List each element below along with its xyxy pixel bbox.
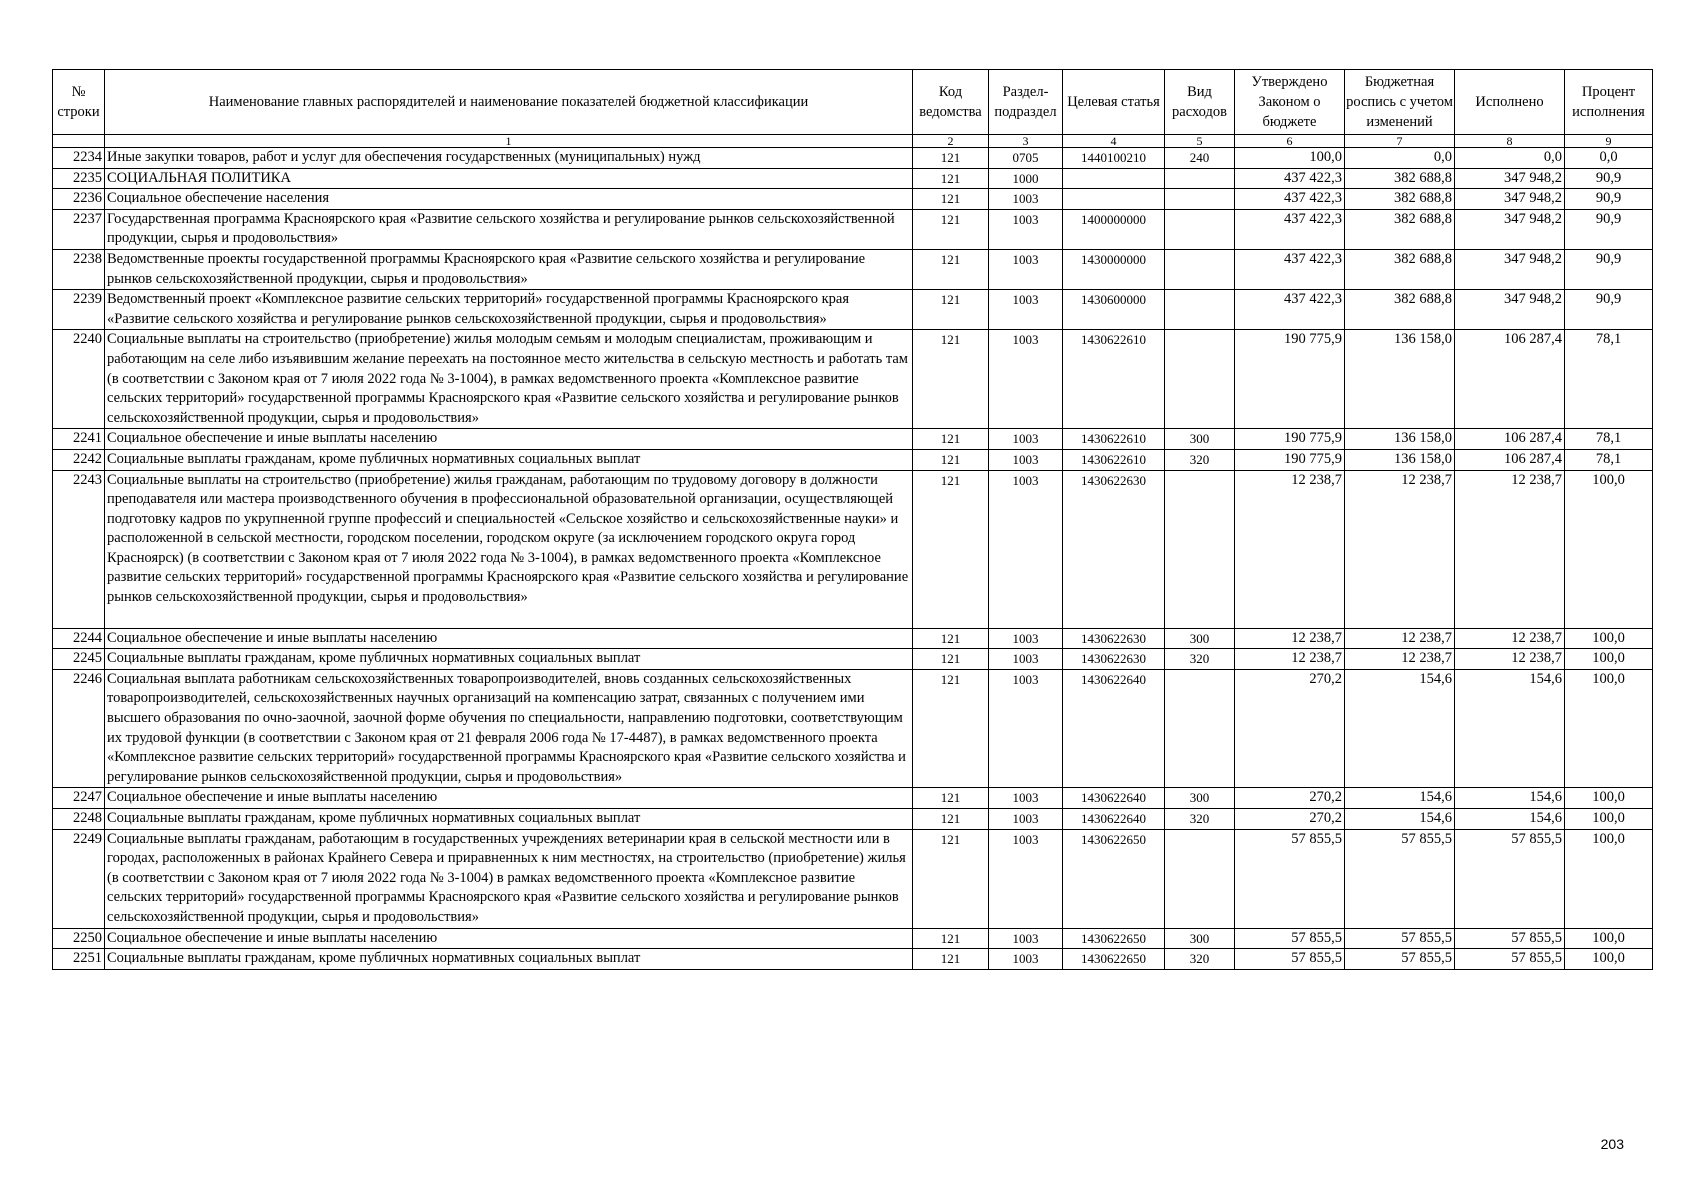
row-section: 1003 — [989, 628, 1063, 649]
row-percent: 100,0 — [1565, 829, 1653, 928]
row-section: 1003 — [989, 189, 1063, 210]
row-percent: 78,1 — [1565, 449, 1653, 470]
row-section: 1003 — [989, 429, 1063, 450]
row-approved: 12 238,7 — [1235, 628, 1345, 649]
row-budget-list: 382 688,8 — [1345, 168, 1455, 189]
row-number: 2250 — [53, 928, 105, 949]
row-target-item: 1430622650 — [1063, 928, 1165, 949]
row-number: 2235 — [53, 168, 105, 189]
row-name: Социальные выплаты гражданам, кроме публичных нормативных социальных выплат — [105, 809, 913, 830]
row-target-item: 1430622640 — [1063, 669, 1165, 788]
column-number: 6 — [1235, 135, 1345, 148]
row-expense-type — [1165, 249, 1235, 289]
row-budget-list: 382 688,8 — [1345, 290, 1455, 330]
row-name: Социальные выплаты на строительство (приобретение) жилья молодым семьям и молодым специалистам, проживающим и работающим на селе либо изъявившим желание переехать на постоянное место жительства в сельскую местность и работать там (в соответствии с Законом края от 7 июля 2022 года № 3-1004), в рамках ведомственного проекта «Комплексное развитие сельских территорий» государственной программы Красноярского края «Развитие сельского хозяйства и регулирование рынков сельскохозяйственной продукции, сырья и продовольствия» — [105, 330, 913, 429]
row-executed: 57 855,5 — [1455, 928, 1565, 949]
row-budget-list: 136 158,0 — [1345, 330, 1455, 429]
row-approved: 437 422,3 — [1235, 209, 1345, 249]
row-target-item: 1430622610 — [1063, 449, 1165, 470]
row-target-item: 1400000000 — [1063, 209, 1165, 249]
row-target-item: 1430622630 — [1063, 470, 1165, 628]
row-budget-list: 382 688,8 — [1345, 249, 1455, 289]
column-number: 8 — [1455, 135, 1565, 148]
row-budget-list: 12 238,7 — [1345, 470, 1455, 628]
row-expense-type — [1165, 290, 1235, 330]
row-executed: 154,6 — [1455, 788, 1565, 809]
row-approved: 437 422,3 — [1235, 290, 1345, 330]
column-number — [53, 135, 105, 148]
row-budget-list: 154,6 — [1345, 788, 1455, 809]
row-number: 2242 — [53, 449, 105, 470]
row-section: 1003 — [989, 449, 1063, 470]
row-expense-type — [1165, 829, 1235, 928]
row-name: Социальное обеспечение и иные выплаты населению — [105, 928, 913, 949]
row-name: СОЦИАЛЬНАЯ ПОЛИТИКА — [105, 168, 913, 189]
row-number: 2246 — [53, 669, 105, 788]
table-row — [53, 189, 1653, 210]
row-section: 1003 — [989, 949, 1063, 970]
header-row-no: № строки — [53, 70, 105, 135]
row-number: 2251 — [53, 949, 105, 970]
row-expense-type — [1165, 330, 1235, 429]
row-name: Социальные выплаты гражданам, работающим в государственных учреждениях ветеринарии края в сельской местности или в городах, расположенных в районах Крайнего Севера и приравненных к ним местностях, на строительство (приобретение) жилья (в соответствии с Законом края от 7 июля 2022 года № 3-1004) в рамках ведомственного проекта «Комплексное развитие сельских территорий» государственной программы Красноярского края «Развитие сельского хозяйства и регулирование рынков сельскохозяйственной продукции, сырья и продовольствия» — [105, 829, 913, 928]
row-name: Социальное обеспечение населения — [105, 189, 913, 210]
row-executed: 154,6 — [1455, 669, 1565, 788]
row-expense-type: 240 — [1165, 148, 1235, 169]
row-expense-type: 300 — [1165, 788, 1235, 809]
row-percent: 100,0 — [1565, 470, 1653, 628]
row-budget-list: 154,6 — [1345, 809, 1455, 830]
row-number: 2248 — [53, 809, 105, 830]
row-section: 0705 — [989, 148, 1063, 169]
row-approved: 57 855,5 — [1235, 928, 1345, 949]
row-target-item: 1430622640 — [1063, 788, 1165, 809]
header-executed: Исполнено — [1455, 70, 1565, 135]
table-row — [53, 470, 1653, 628]
table-row — [53, 628, 1653, 649]
table-row — [53, 330, 1653, 429]
row-dept-code: 121 — [913, 330, 989, 429]
row-target-item: 1430600000 — [1063, 290, 1165, 330]
row-number: 2249 — [53, 829, 105, 928]
row-percent: 100,0 — [1565, 809, 1653, 830]
row-approved: 270,2 — [1235, 669, 1345, 788]
row-section: 1003 — [989, 928, 1063, 949]
row-budget-list: 57 855,5 — [1345, 949, 1455, 970]
row-name: Социальные выплаты гражданам, кроме публичных нормативных социальных выплат — [105, 949, 913, 970]
row-percent: 100,0 — [1565, 928, 1653, 949]
row-executed: 57 855,5 — [1455, 949, 1565, 970]
row-percent: 90,9 — [1565, 249, 1653, 289]
header-approved: Утверждено Законом о бюджете — [1235, 70, 1345, 135]
row-approved: 12 238,7 — [1235, 470, 1345, 628]
table-row — [53, 168, 1653, 189]
header-percent: Процент исполнения — [1565, 70, 1653, 135]
row-expense-type: 320 — [1165, 449, 1235, 470]
row-dept-code: 121 — [913, 148, 989, 169]
row-target-item: 1430622630 — [1063, 628, 1165, 649]
column-number: 9 — [1565, 135, 1653, 148]
row-number: 2234 — [53, 148, 105, 169]
row-percent: 90,9 — [1565, 290, 1653, 330]
row-dept-code: 121 — [913, 949, 989, 970]
row-target-item: 1430622610 — [1063, 429, 1165, 450]
row-approved: 437 422,3 — [1235, 168, 1345, 189]
row-approved: 190 775,9 — [1235, 449, 1345, 470]
row-name: Социальное обеспечение и иные выплаты населению — [105, 628, 913, 649]
row-expense-type — [1165, 470, 1235, 628]
row-approved: 190 775,9 — [1235, 429, 1345, 450]
row-approved: 270,2 — [1235, 788, 1345, 809]
row-number: 2241 — [53, 429, 105, 450]
row-expense-type: 300 — [1165, 628, 1235, 649]
row-number: 2239 — [53, 290, 105, 330]
row-executed: 347 948,2 — [1455, 290, 1565, 330]
row-number: 2238 — [53, 249, 105, 289]
row-name: Государственная программа Красноярского края «Развитие сельского хозяйства и регулирование рынков сельскохозяйственной продукции, сырья и продовольствия» — [105, 209, 913, 249]
row-section: 1003 — [989, 809, 1063, 830]
row-percent: 100,0 — [1565, 628, 1653, 649]
table-row — [53, 829, 1653, 928]
row-dept-code: 121 — [913, 649, 989, 670]
row-section: 1003 — [989, 649, 1063, 670]
row-budget-list: 12 238,7 — [1345, 649, 1455, 670]
table-row — [53, 949, 1653, 970]
header-dept-code: Код ведомства — [913, 70, 989, 135]
row-expense-type — [1165, 669, 1235, 788]
row-executed: 106 287,4 — [1455, 330, 1565, 429]
row-approved: 437 422,3 — [1235, 249, 1345, 289]
row-section: 1003 — [989, 669, 1063, 788]
row-dept-code: 121 — [913, 429, 989, 450]
column-number: 5 — [1165, 135, 1235, 148]
row-section: 1000 — [989, 168, 1063, 189]
row-name: Социальные выплаты гражданам, кроме публичных нормативных социальных выплат — [105, 649, 913, 670]
row-expense-type: 320 — [1165, 649, 1235, 670]
row-approved: 437 422,3 — [1235, 189, 1345, 210]
table-row — [53, 669, 1653, 788]
row-name: Ведомственный проект «Комплексное развитие сельских территорий» государственной программы Красноярского края «Развитие сельского хозяйства и регулирование рынков сельскохозяйственной продукции, сырья и продовольствия» — [105, 290, 913, 330]
row-approved: 57 855,5 — [1235, 949, 1345, 970]
row-percent: 100,0 — [1565, 649, 1653, 670]
row-percent: 78,1 — [1565, 330, 1653, 429]
row-expense-type — [1165, 209, 1235, 249]
table-row — [53, 148, 1653, 169]
row-number: 2244 — [53, 628, 105, 649]
row-number: 2247 — [53, 788, 105, 809]
table-row — [53, 788, 1653, 809]
row-dept-code: 121 — [913, 928, 989, 949]
row-executed: 57 855,5 — [1455, 829, 1565, 928]
row-budget-list: 382 688,8 — [1345, 209, 1455, 249]
row-budget-list: 57 855,5 — [1345, 829, 1455, 928]
row-section: 1003 — [989, 470, 1063, 628]
row-number: 2245 — [53, 649, 105, 670]
row-dept-code: 121 — [913, 449, 989, 470]
row-section: 1003 — [989, 330, 1063, 429]
row-dept-code: 121 — [913, 470, 989, 628]
table-row — [53, 928, 1653, 949]
header-section: Раздел-подраздел — [989, 70, 1063, 135]
row-percent: 100,0 — [1565, 669, 1653, 788]
row-executed: 347 948,2 — [1455, 168, 1565, 189]
row-approved: 57 855,5 — [1235, 829, 1345, 928]
row-budget-list: 382 688,8 — [1345, 189, 1455, 210]
row-executed: 12 238,7 — [1455, 628, 1565, 649]
column-number: 1 — [105, 135, 913, 148]
row-number: 2243 — [53, 470, 105, 628]
row-dept-code: 121 — [913, 209, 989, 249]
row-expense-type: 300 — [1165, 928, 1235, 949]
row-target-item — [1063, 189, 1165, 210]
row-expense-type: 320 — [1165, 809, 1235, 830]
row-percent: 78,1 — [1565, 429, 1653, 450]
row-target-item: 1430622640 — [1063, 809, 1165, 830]
row-executed: 12 238,7 — [1455, 470, 1565, 628]
row-dept-code: 121 — [913, 829, 989, 928]
row-name: Социальная выплата работникам сельскохозяйственных товаропроизводителей, вновь созданных сельскохозяйственных товаропроизводителей, сельскохозяйственных научных организаций на компенсацию затрат, связанных с получением ими высшего образования по очно-заочной, заочной форме обучения по специальности, направлению подготовки, соответствующим их трудовой функции (в соответствии с Законом края от 21 февраля 2006 года № 17-4487), в рамках ведомственного проекта «Комплексное развитие сельских территорий» государственной программы Красноярского края «Развитие сельского хозяйства и регулирование рынков сельскохозяйственной продукции, сырья и продовольствия» — [105, 669, 913, 788]
budget-execution-table — [52, 69, 1653, 970]
table-body — [53, 148, 1653, 970]
row-expense-type: 300 — [1165, 429, 1235, 450]
table-row — [53, 290, 1653, 330]
row-section: 1003 — [989, 249, 1063, 289]
row-percent: 0,0 — [1565, 148, 1653, 169]
table-row — [53, 649, 1653, 670]
row-dept-code: 121 — [913, 809, 989, 830]
row-approved: 190 775,9 — [1235, 330, 1345, 429]
row-dept-code: 121 — [913, 189, 989, 210]
column-number: 7 — [1345, 135, 1455, 148]
row-percent: 100,0 — [1565, 949, 1653, 970]
table-row — [53, 249, 1653, 289]
row-percent: 90,9 — [1565, 209, 1653, 249]
row-target-item: 1430000000 — [1063, 249, 1165, 289]
row-number: 2237 — [53, 209, 105, 249]
row-budget-list: 136 158,0 — [1345, 449, 1455, 470]
header-target-item: Целевая статья — [1063, 70, 1165, 135]
row-dept-code: 121 — [913, 249, 989, 289]
page-number: 203 — [1600, 1136, 1624, 1152]
row-section: 1003 — [989, 290, 1063, 330]
row-number: 2236 — [53, 189, 105, 210]
header-name: Наименование главных распорядителей и наименование показателей бюджетной классификации — [105, 70, 913, 135]
column-number: 3 — [989, 135, 1063, 148]
row-name: Ведомственные проекты государственной программы Красноярского края «Развитие сельского хозяйства и регулирование рынков сельскохозяйственной продукции, сырья и продовольствия» — [105, 249, 913, 289]
row-section: 1003 — [989, 209, 1063, 249]
row-executed: 0,0 — [1455, 148, 1565, 169]
row-dept-code: 121 — [913, 168, 989, 189]
row-name: Социальные выплаты на строительство (приобретение) жилья гражданам, работающим по трудовому договору в должности преподавателя или мастера производственного обучения в профессиональной образовательной организации, осуществляющей подготовку кадров по укрупненной группе профессий и специальностей «Сельское хозяйство и сельскохозяйственные науки» и расположенной в сельской местности, городском поселении, городском округе (за исключением городского округа город Красноярск) (в соответствии с Законом края от 7 июля 2022 года № 3-1004), в рамках ведомственного проекта «Комплексное развитие сельских территорий» государственной программы Красноярского края «Развитие сельского хозяйства и регулирование рынков сельскохозяйственной продукции, сырья и продовольствия» — [105, 470, 913, 628]
row-section: 1003 — [989, 829, 1063, 928]
table-row — [53, 449, 1653, 470]
row-target-item — [1063, 168, 1165, 189]
row-target-item: 1440100210 — [1063, 148, 1165, 169]
row-expense-type: 320 — [1165, 949, 1235, 970]
row-expense-type — [1165, 168, 1235, 189]
column-number: 2 — [913, 135, 989, 148]
row-dept-code: 121 — [913, 788, 989, 809]
row-target-item: 1430622630 — [1063, 649, 1165, 670]
row-target-item: 1430622650 — [1063, 949, 1165, 970]
row-section: 1003 — [989, 788, 1063, 809]
row-expense-type — [1165, 189, 1235, 210]
table-row — [53, 209, 1653, 249]
row-dept-code: 121 — [913, 669, 989, 788]
row-budget-list: 154,6 — [1345, 669, 1455, 788]
row-executed: 154,6 — [1455, 809, 1565, 830]
row-executed: 347 948,2 — [1455, 189, 1565, 210]
row-name: Социальное обеспечение и иные выплаты населению — [105, 429, 913, 450]
header-budget-list: Бюджетная роспись с учетом изменений — [1345, 70, 1455, 135]
row-number: 2240 — [53, 330, 105, 429]
header-row — [53, 70, 1653, 135]
row-executed: 347 948,2 — [1455, 209, 1565, 249]
row-percent: 100,0 — [1565, 788, 1653, 809]
row-budget-list: 57 855,5 — [1345, 928, 1455, 949]
row-approved: 100,0 — [1235, 148, 1345, 169]
row-executed: 106 287,4 — [1455, 429, 1565, 450]
row-budget-list: 12 238,7 — [1345, 628, 1455, 649]
row-name: Социальное обеспечение и иные выплаты населению — [105, 788, 913, 809]
row-approved: 270,2 — [1235, 809, 1345, 830]
row-name: Иные закупки товаров, работ и услуг для обеспечения государственных (муниципальных) нужд — [105, 148, 913, 169]
row-percent: 90,9 — [1565, 189, 1653, 210]
row-executed: 12 238,7 — [1455, 649, 1565, 670]
row-executed: 106 287,4 — [1455, 449, 1565, 470]
row-dept-code: 121 — [913, 628, 989, 649]
row-budget-list: 0,0 — [1345, 148, 1455, 169]
table-row — [53, 809, 1653, 830]
row-approved: 12 238,7 — [1235, 649, 1345, 670]
table-row — [53, 429, 1653, 450]
row-target-item: 1430622610 — [1063, 330, 1165, 429]
row-target-item: 1430622650 — [1063, 829, 1165, 928]
column-number: 4 — [1063, 135, 1165, 148]
row-dept-code: 121 — [913, 290, 989, 330]
row-name: Социальные выплаты гражданам, кроме публичных нормативных социальных выплат — [105, 449, 913, 470]
column-number-row — [53, 135, 1653, 148]
row-percent: 90,9 — [1565, 168, 1653, 189]
row-executed: 347 948,2 — [1455, 249, 1565, 289]
row-budget-list: 136 158,0 — [1345, 429, 1455, 450]
header-expense-type: Вид расходов — [1165, 70, 1235, 135]
